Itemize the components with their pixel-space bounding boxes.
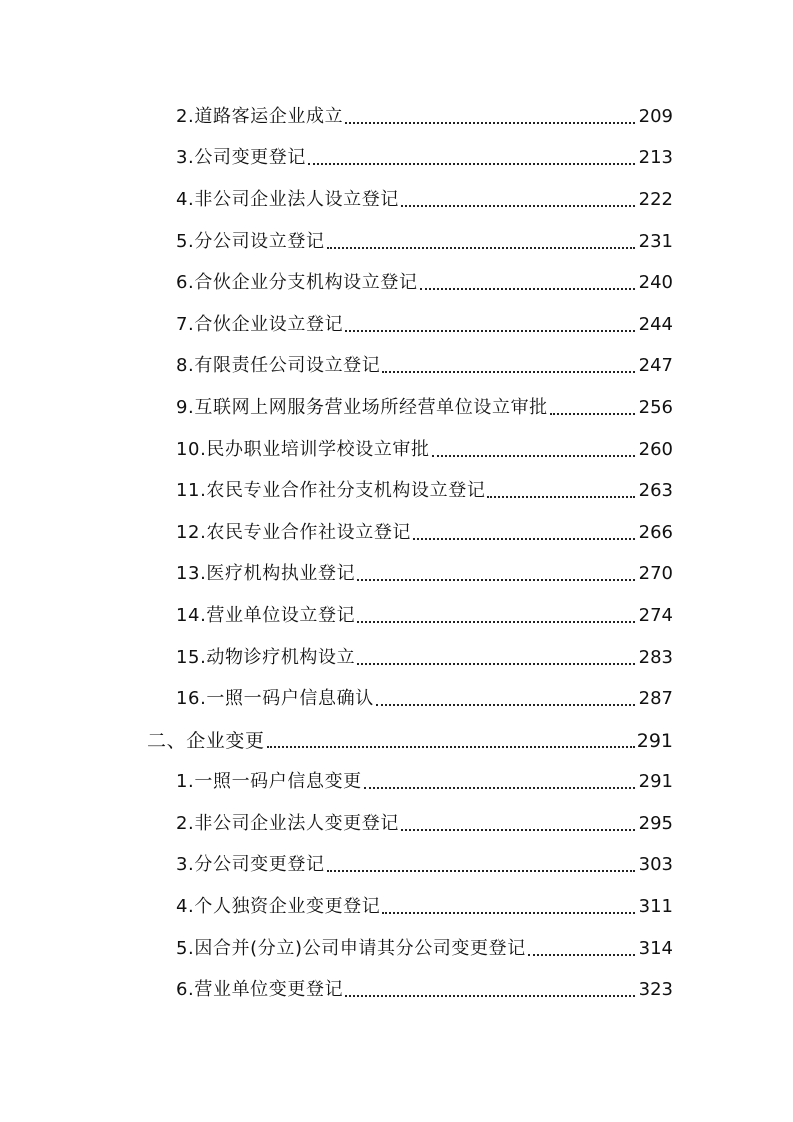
toc-entry-page: 256 <box>638 396 673 418</box>
toc-entry-page: 323 <box>638 979 673 1001</box>
toc-entry-title: 1.一照一码户信息变更 <box>176 771 362 793</box>
toc-entry-title: 8.有限责任公司设立登记 <box>176 355 381 377</box>
toc-leader-dots <box>345 313 635 337</box>
toc-entry-title: 4.个人独资企业变更登记 <box>176 896 381 918</box>
toc-entry-title: 6.营业单位变更登记 <box>176 979 344 1001</box>
toc-entry-page: 266 <box>638 521 673 543</box>
toc-entry-page: 287 <box>638 688 673 710</box>
toc-leader-dots <box>345 105 635 129</box>
toc-leader-dots <box>401 188 635 212</box>
toc-entry-title: 3.分公司变更登记 <box>176 854 325 876</box>
toc-section-title: 二、企业变更 <box>147 729 265 752</box>
toc-entry-page: 240 <box>638 272 673 294</box>
toc-leader-dots <box>357 604 635 628</box>
toc-entry-page: 295 <box>638 812 673 834</box>
toc-entry-page: 231 <box>638 230 673 252</box>
toc-entry[interactable] <box>0 969 673 1011</box>
toc-entry-title: 12.农民专业合作社设立登记 <box>176 521 412 543</box>
toc-entry[interactable] <box>0 96 673 138</box>
toc-entry[interactable] <box>0 346 673 388</box>
toc-entry-title: 10.民办职业培训学校设立审批 <box>176 438 430 460</box>
toc-entry-page: 283 <box>638 646 673 668</box>
toc-entry[interactable] <box>0 595 673 637</box>
toc-entry-title: 13.医疗机构执业登记 <box>176 563 356 585</box>
toc-entry[interactable] <box>0 429 673 471</box>
toc-entry[interactable] <box>0 762 673 804</box>
toc-leader-dots <box>345 978 635 1002</box>
toc-entry-page: 244 <box>638 313 673 335</box>
toc-entry-title: 5.分公司设立登记 <box>176 230 325 252</box>
toc-entry[interactable] <box>0 512 673 554</box>
toc-leader-dots <box>376 687 635 711</box>
toc-entry[interactable] <box>0 554 673 596</box>
toc-entry-page: 303 <box>638 854 673 876</box>
toc-entry[interactable] <box>0 221 673 263</box>
toc-entry-page: 247 <box>638 355 673 377</box>
toc-section-page: 291 <box>636 729 673 752</box>
toc-entry-page: 291 <box>638 771 673 793</box>
toc-leader-dots <box>401 812 635 836</box>
toc-leader-dots <box>528 937 635 961</box>
toc-entry-title: 2.非公司企业法人变更登记 <box>176 812 399 834</box>
toc-entry[interactable] <box>0 637 673 679</box>
toc-entry-title: 16.一照一码户信息确认 <box>176 688 374 710</box>
toc-leader-dots <box>327 230 635 254</box>
toc-entry-title: 2.道路客运企业成立 <box>176 105 344 127</box>
toc-leader-dots <box>364 770 635 794</box>
toc-entry-title: 9.互联网上网服务营业场所经营单位设立审批 <box>176 396 548 418</box>
toc-leader-dots <box>357 646 635 670</box>
toc-section-heading[interactable] <box>0 720 673 762</box>
toc-entry[interactable] <box>0 387 673 429</box>
toc-leader-dots <box>267 729 635 753</box>
toc-entry-title: 15.动物诊疗机构设立 <box>176 646 356 668</box>
toc-leader-dots <box>432 438 635 462</box>
toc-entry-title: 14.营业单位设立登记 <box>176 604 356 626</box>
toc-entry[interactable] <box>0 138 673 180</box>
toc-entry-title: 7.合伙企业设立登记 <box>176 313 344 335</box>
toc-leader-dots <box>308 146 635 170</box>
toc-entry-page: 270 <box>638 563 673 585</box>
toc-leader-dots <box>357 562 635 586</box>
toc-entry[interactable] <box>0 470 673 512</box>
toc-entry-page: 263 <box>638 480 673 502</box>
toc-entry-page: 213 <box>638 147 673 169</box>
toc-entry-page: 209 <box>638 105 673 127</box>
toc-leader-dots <box>382 895 635 919</box>
toc-leader-dots <box>382 354 635 378</box>
toc-leader-dots <box>420 271 635 295</box>
toc-entry-title: 3.公司变更登记 <box>176 147 306 169</box>
toc-entry[interactable] <box>0 928 673 970</box>
toc-entry-title: 6.合伙企业分支机构设立登记 <box>176 272 418 294</box>
toc-entry-title: 4.非公司企业法人设立登记 <box>176 188 399 210</box>
toc-leader-dots <box>413 521 635 545</box>
toc-leader-dots <box>487 479 635 503</box>
toc-entry-title: 5.因合并(分立)公司申请其分公司变更登记 <box>176 937 526 959</box>
toc-entry-title: 11.农民专业合作社分支机构设立登记 <box>176 480 486 502</box>
toc-entry[interactable] <box>0 304 673 346</box>
toc-entry[interactable] <box>0 262 673 304</box>
toc-entry[interactable] <box>0 845 673 887</box>
toc-entry[interactable] <box>0 803 673 845</box>
toc-entry-page: 260 <box>638 438 673 460</box>
toc-entry-page: 314 <box>638 937 673 959</box>
table-of-contents <box>0 96 793 1011</box>
toc-entry[interactable] <box>0 179 673 221</box>
toc-entry[interactable] <box>0 886 673 928</box>
toc-entry-page: 222 <box>638 188 673 210</box>
toc-entry-page: 311 <box>638 896 673 918</box>
toc-entry-page: 274 <box>638 604 673 626</box>
toc-leader-dots <box>550 396 635 420</box>
toc-leader-dots <box>327 853 635 877</box>
toc-entry[interactable] <box>0 678 673 720</box>
